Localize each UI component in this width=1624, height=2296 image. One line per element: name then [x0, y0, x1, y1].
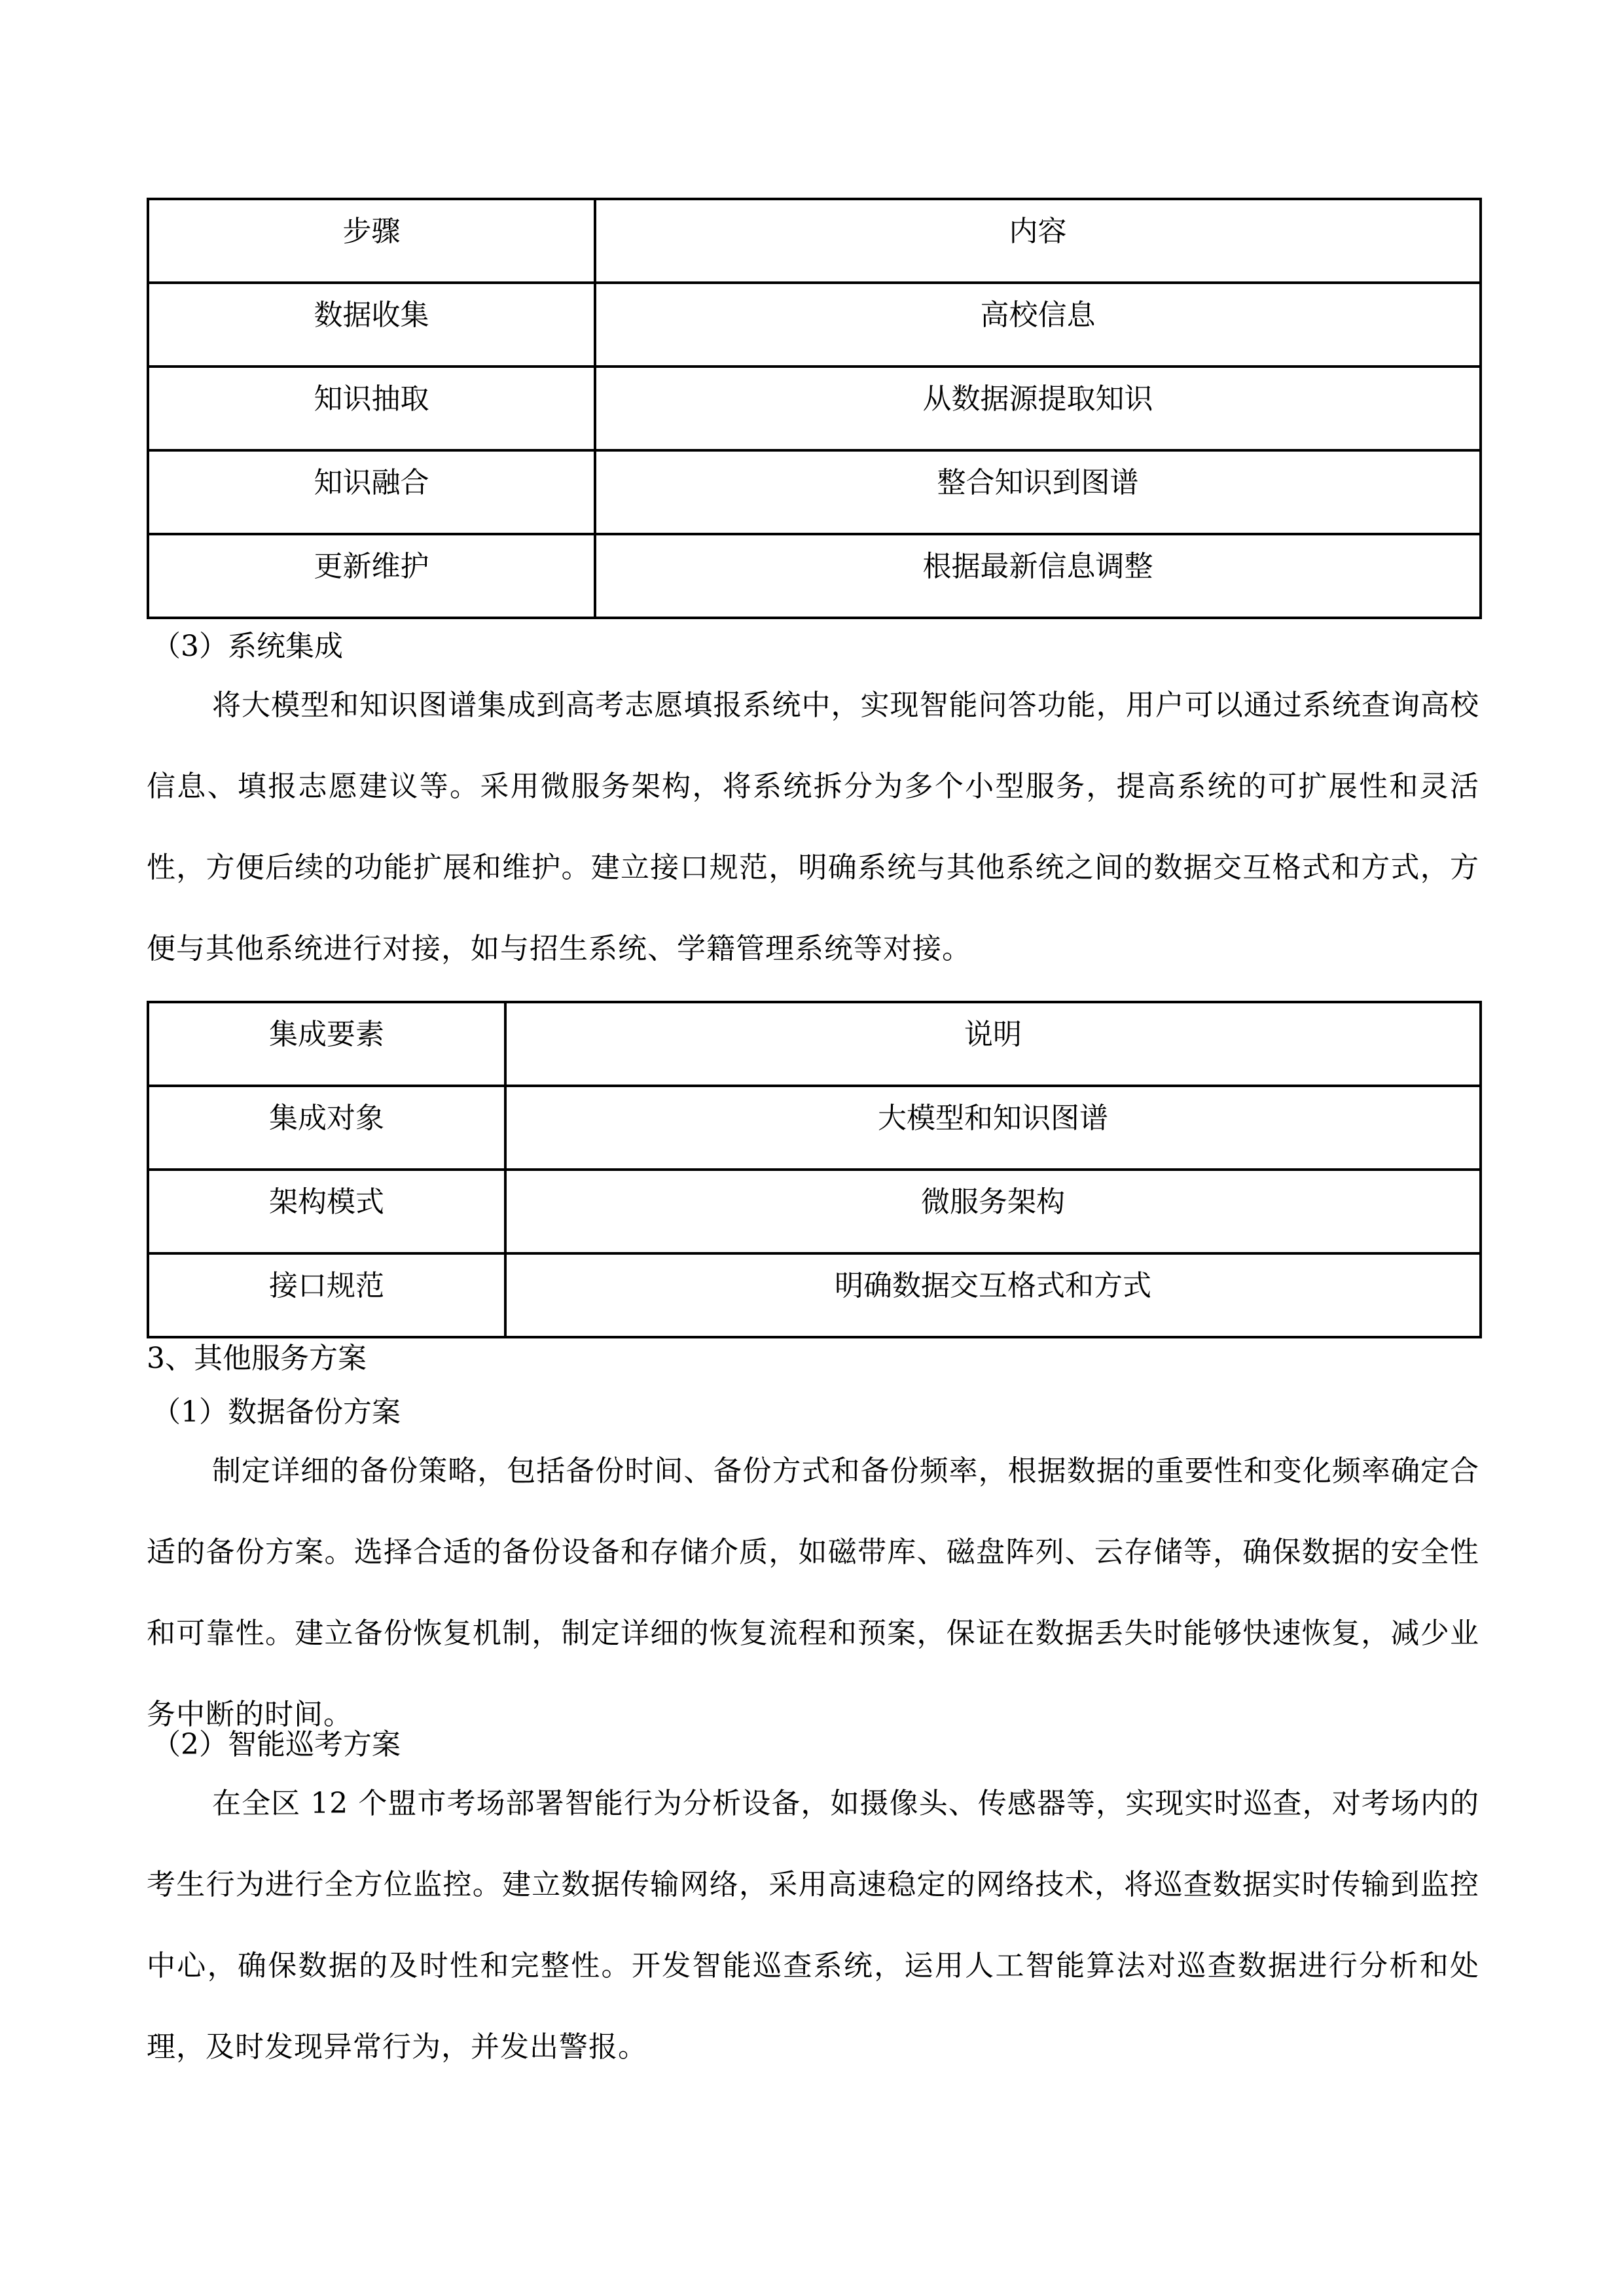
table-cell: 从数据源提取知识 [595, 367, 1481, 450]
section-heading-data-backup: （1）数据备份方案 [152, 1395, 401, 1429]
table-cell: 明确数据交互格式和方式 [505, 1253, 1481, 1337]
table-cell: 知识抽取 [148, 367, 595, 450]
table-cell: 架构模式 [148, 1170, 505, 1253]
table-header-row [148, 199, 1481, 283]
table-cell: 大模型和知识图谱 [505, 1086, 1481, 1170]
table-header-row [148, 1002, 1481, 1086]
section-heading-other-services: 3、其他服务方案 [147, 1342, 367, 1375]
table-cell: 数据收集 [148, 283, 595, 367]
knowledge-graph-steps-table [147, 198, 1482, 619]
paragraph-system-integration: 将大模型和知识图谱集成到高考志愿填报系统中，实现智能问答功能，用户可以通过系统查询高校信息、填报志愿建议等。采用微服务架构，将系统拆分为多个小型服务，提高系统的可扩展性和灵活性，方便后续的功能扩展和维护。建立接口规范，明确系统与其他系统之间的数据交互格式和方式，方便与其他系统进行对接，如与招生系统、学籍管理系统等对接。 [147, 689, 1479, 965]
table-cell: 根据最新信息调整 [595, 534, 1481, 618]
table-header-cell: 说明 [505, 1002, 1481, 1086]
table-cell: 微服务架构 [505, 1170, 1481, 1253]
table-header-cell: 内容 [595, 199, 1481, 283]
table-header-cell: 集成要素 [148, 1002, 505, 1086]
table-row [148, 450, 1481, 534]
table-row [148, 1086, 1481, 1170]
table-row [148, 283, 1481, 367]
integration-elements-table [147, 1001, 1482, 1338]
table-cell: 高校信息 [595, 283, 1481, 367]
table-row [148, 367, 1481, 450]
table-row [148, 1253, 1481, 1337]
table-cell: 集成对象 [148, 1086, 505, 1170]
table-header-cell: 步骤 [148, 199, 595, 283]
table-cell: 整合知识到图谱 [595, 450, 1481, 534]
section-heading-smart-patrol: （2）智能巡考方案 [152, 1728, 401, 1761]
table-cell: 知识融合 [148, 450, 595, 534]
paragraph-smart-patrol: 在全区 12 个盟市考场部署智能行为分析设备，如摄像头、传感器等，实现实时巡查，对考场内的考生行为进行全方位监控。建立数据传输网络，采用高速稳定的网络技术，将巡查数据实时传输到监控中心，确保数据的及时性和完整性。开发智能巡查系统，运用人工智能算法对巡查数据进行分析和处理，及时发现异常行为，并发出警报。 [147, 1787, 1479, 2064]
paragraph-data-backup: 制定详细的备份策略，包括备份时间、备份方式和备份频率，根据数据的重要性和变化频率确定合适的备份方案。选择合适的备份设备和存储介质，如磁带库、磁盘阵列、云存储等，确保数据的安全性和可靠性。建立备份恢复机制，制定详细的恢复流程和预案，保证在数据丢失时能够快速恢复，减少业务中断的时间。 [147, 1454, 1479, 1731]
table-row [148, 1170, 1481, 1253]
table-cell: 接口规范 [148, 1253, 505, 1337]
table-row [148, 534, 1481, 618]
section-heading-system-integration: （3）系统集成 [152, 630, 343, 663]
table-cell: 更新维护 [148, 534, 595, 618]
